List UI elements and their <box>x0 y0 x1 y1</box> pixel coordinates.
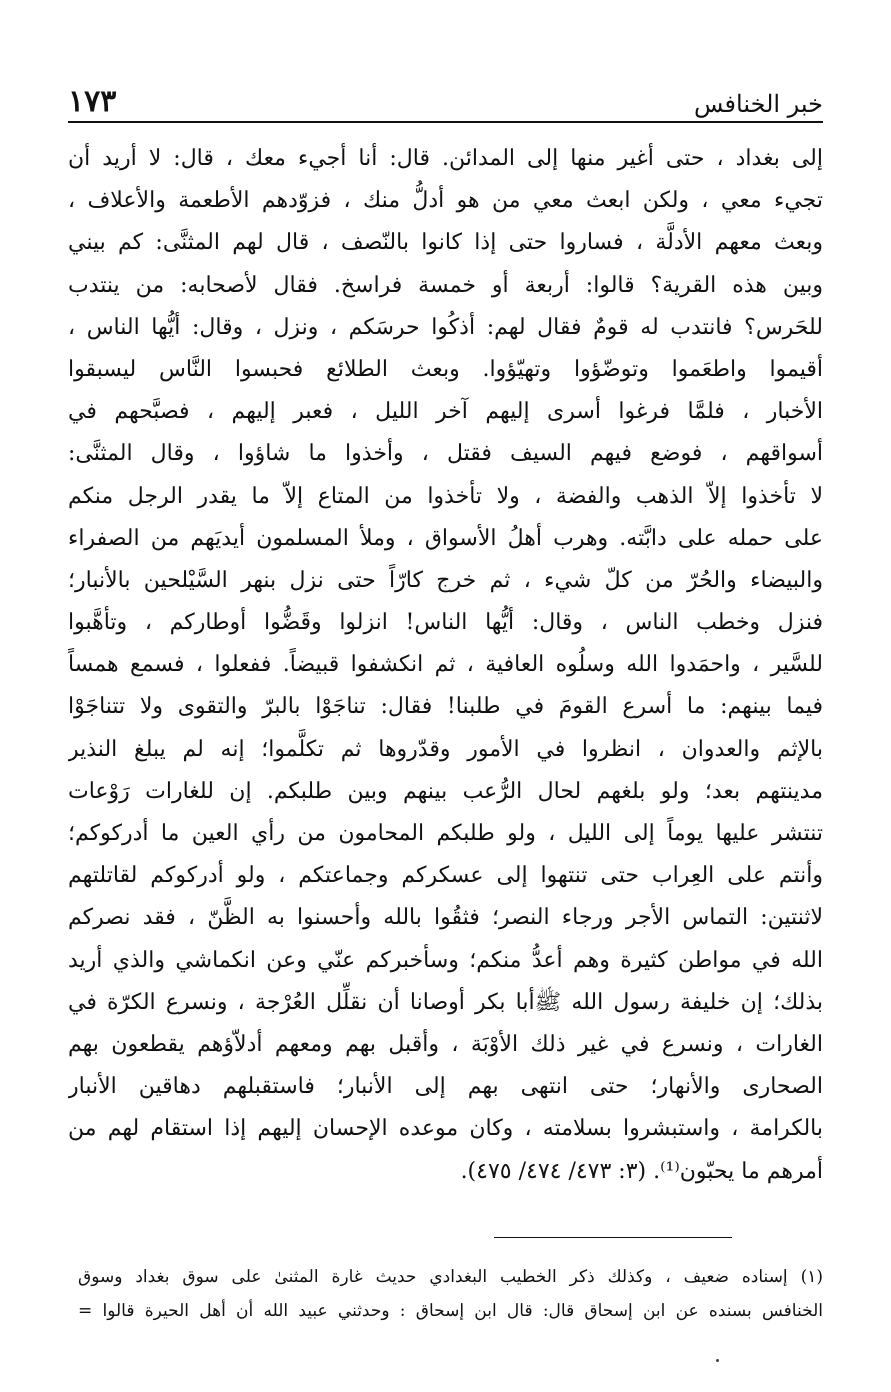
text-line: لا تأخذوا إلاّ الذهب والفضة ، ولا تأخذوا من المتاع إلاّ ما يقدر الرجل منكم <box>68 483 823 509</box>
footnotes <box>78 1260 823 1328</box>
text-line-last: أمرهم ما يحبّون⁽¹⁾. (٣: ٤٧٣/ ٤٧٤/ ٤٧٥). <box>460 1158 823 1184</box>
text-line: للحَرس؟ فانتدب له قومٌ فقال لهم: أذكُوا حرسَكم ، ونزل ، وقال: أيُّها الناس ، <box>68 314 823 340</box>
footnote-line: الخنافس بسنده عن ابن إسحاق قال: قال ابن إسحاق : وحدثني عبيد الله أن أهل الحيرة قالوا = <box>78 1301 823 1321</box>
text-line: الغارات ، ونسرع في غير ذلك الأوْبَة ، وأقبل بهم ومعهم أدلاّؤهم يقطعون بهم <box>68 1031 823 1057</box>
text-line: تجيء معي ، ولكن ابعث معي من هو أدلُّ منك ، فزوّدهم الأطعمة والأعلاف ، <box>68 188 823 214</box>
text-line: فنزل وخطب الناس ، وقال: أيُّها الناس! انزلوا وقَضُّوا أوطاركم ، وتأهَّبوا <box>68 610 823 636</box>
main-text <box>68 138 823 1193</box>
text-line: للسَّير ، واحمَدوا الله وسلُوه العافية ، ثم انكشفوا قبيضاً. ففعلوا ، فسمع همساً <box>68 652 823 678</box>
text-line: وبين هذه القرية؟ قالوا: أربعة أو خمسة فراسخ. فقال لأصحابه: من ينتدب <box>68 272 823 298</box>
text-line: مدينتهم بعد؛ ولو بلغهم لحال الرُّعب بينهم وبين طلبكم. إن للغارات رَوْعات <box>68 778 823 804</box>
text-line: لاثنتين: التماس الأجر ورجاء النصر؛ فثقُوا بالله وأحسنوا به الظَّنّ ، فقد نصركم <box>68 905 823 931</box>
text-line: الصحارى والأنهار؛ حتى انتهى بهم إلى الأنبار؛ فاستقبلهم دهاقين الأنبار <box>68 1074 823 1100</box>
text-line: على حمله على دابَّته. وهرب أهلُ الأسواق ، وملأ المسلمون أيديَهم من الصفراء <box>68 525 823 551</box>
text-line: إلى بغداد ، حتى أغير منها إلى المدائن. قال: أنا أجيء معك ، قال: لا أريد أن <box>68 146 823 171</box>
header-rule <box>68 121 823 123</box>
print-speck <box>716 1359 719 1362</box>
text-line: بالكرامة ، واستبشروا بسلامته ، وكان موعده الإحسان إليهم إذا استقام لهم من <box>68 1116 823 1142</box>
page-header <box>68 84 823 120</box>
text-line: بذلك؛ إن خليفة رسول الله ﷺأبا بكر أوصانا أن نقلِّل العُرْجة ، ونسرع الكرّة في <box>68 989 823 1015</box>
text-line: الله في مواطن كثيرة وهم أعدُّ منكم؛ وسأخبركم عنّي وعن انكماشي والذي أريد <box>68 947 823 973</box>
footnote-line: (١) إسناده ضعيف ، وكذلك ذكر الخطيب البغدادي حديث غارة المثنىٰ على سوق بغداد وسوق <box>78 1267 823 1287</box>
page-number: ١٧٣ <box>68 84 117 119</box>
text-line: وبعث معهم الأدلَّة ، فساروا حتى إذا كانوا بالنّصف ، قال لهم المثنَّى: كم بيني <box>68 230 823 256</box>
text-line: بالإثم والعدوان ، انظروا في الأمور وقدّروها ثم تكلَّموا؛ إنه لم يبلغ النذير <box>68 736 823 762</box>
footnote-rule <box>494 1237 732 1238</box>
text-line: أسواقهم ، فوضع فيهم السيف فقتل ، وأخذوا ما شاؤوا ، وقال المثنَّى: <box>68 441 823 467</box>
text-line: أقيموا واطعَموا وتوضّؤوا وتهيّؤوا. وبعث الطلائع فحبسوا النَّاس ليسبقوا <box>68 356 823 382</box>
text-line: والبيضاء والحُرّ من كلّ شيء ، ثم خرج كارّاً حتى نزل بنهر السَّيْلحين بالأنبار؛ <box>68 567 823 593</box>
text-line: وأنتم على العِراب حتى تنتهوا إلى عسكركم وجماعتكم ، ولو أدركوكم لقاتلتهم <box>68 863 823 889</box>
text-line: الأخبار ، فلمَّا فرغوا أسرى إليهم آخر الليل ، فعبر إليهم ، فصبَّحهم في <box>68 399 823 425</box>
text-line: تنتشر عليها يوماً إلى الليل ، ولو طلبكم المحامون من رأي العين ما أدركوكم؛ <box>68 821 823 846</box>
text-line: فيما بينهم: ما أسرع القومَ في طلبنا! فقال: تناجَوْا بالبرّ والتقوى ولا تتناجَوْا <box>68 694 823 720</box>
running-title: خبر الخنافس <box>693 90 823 118</box>
